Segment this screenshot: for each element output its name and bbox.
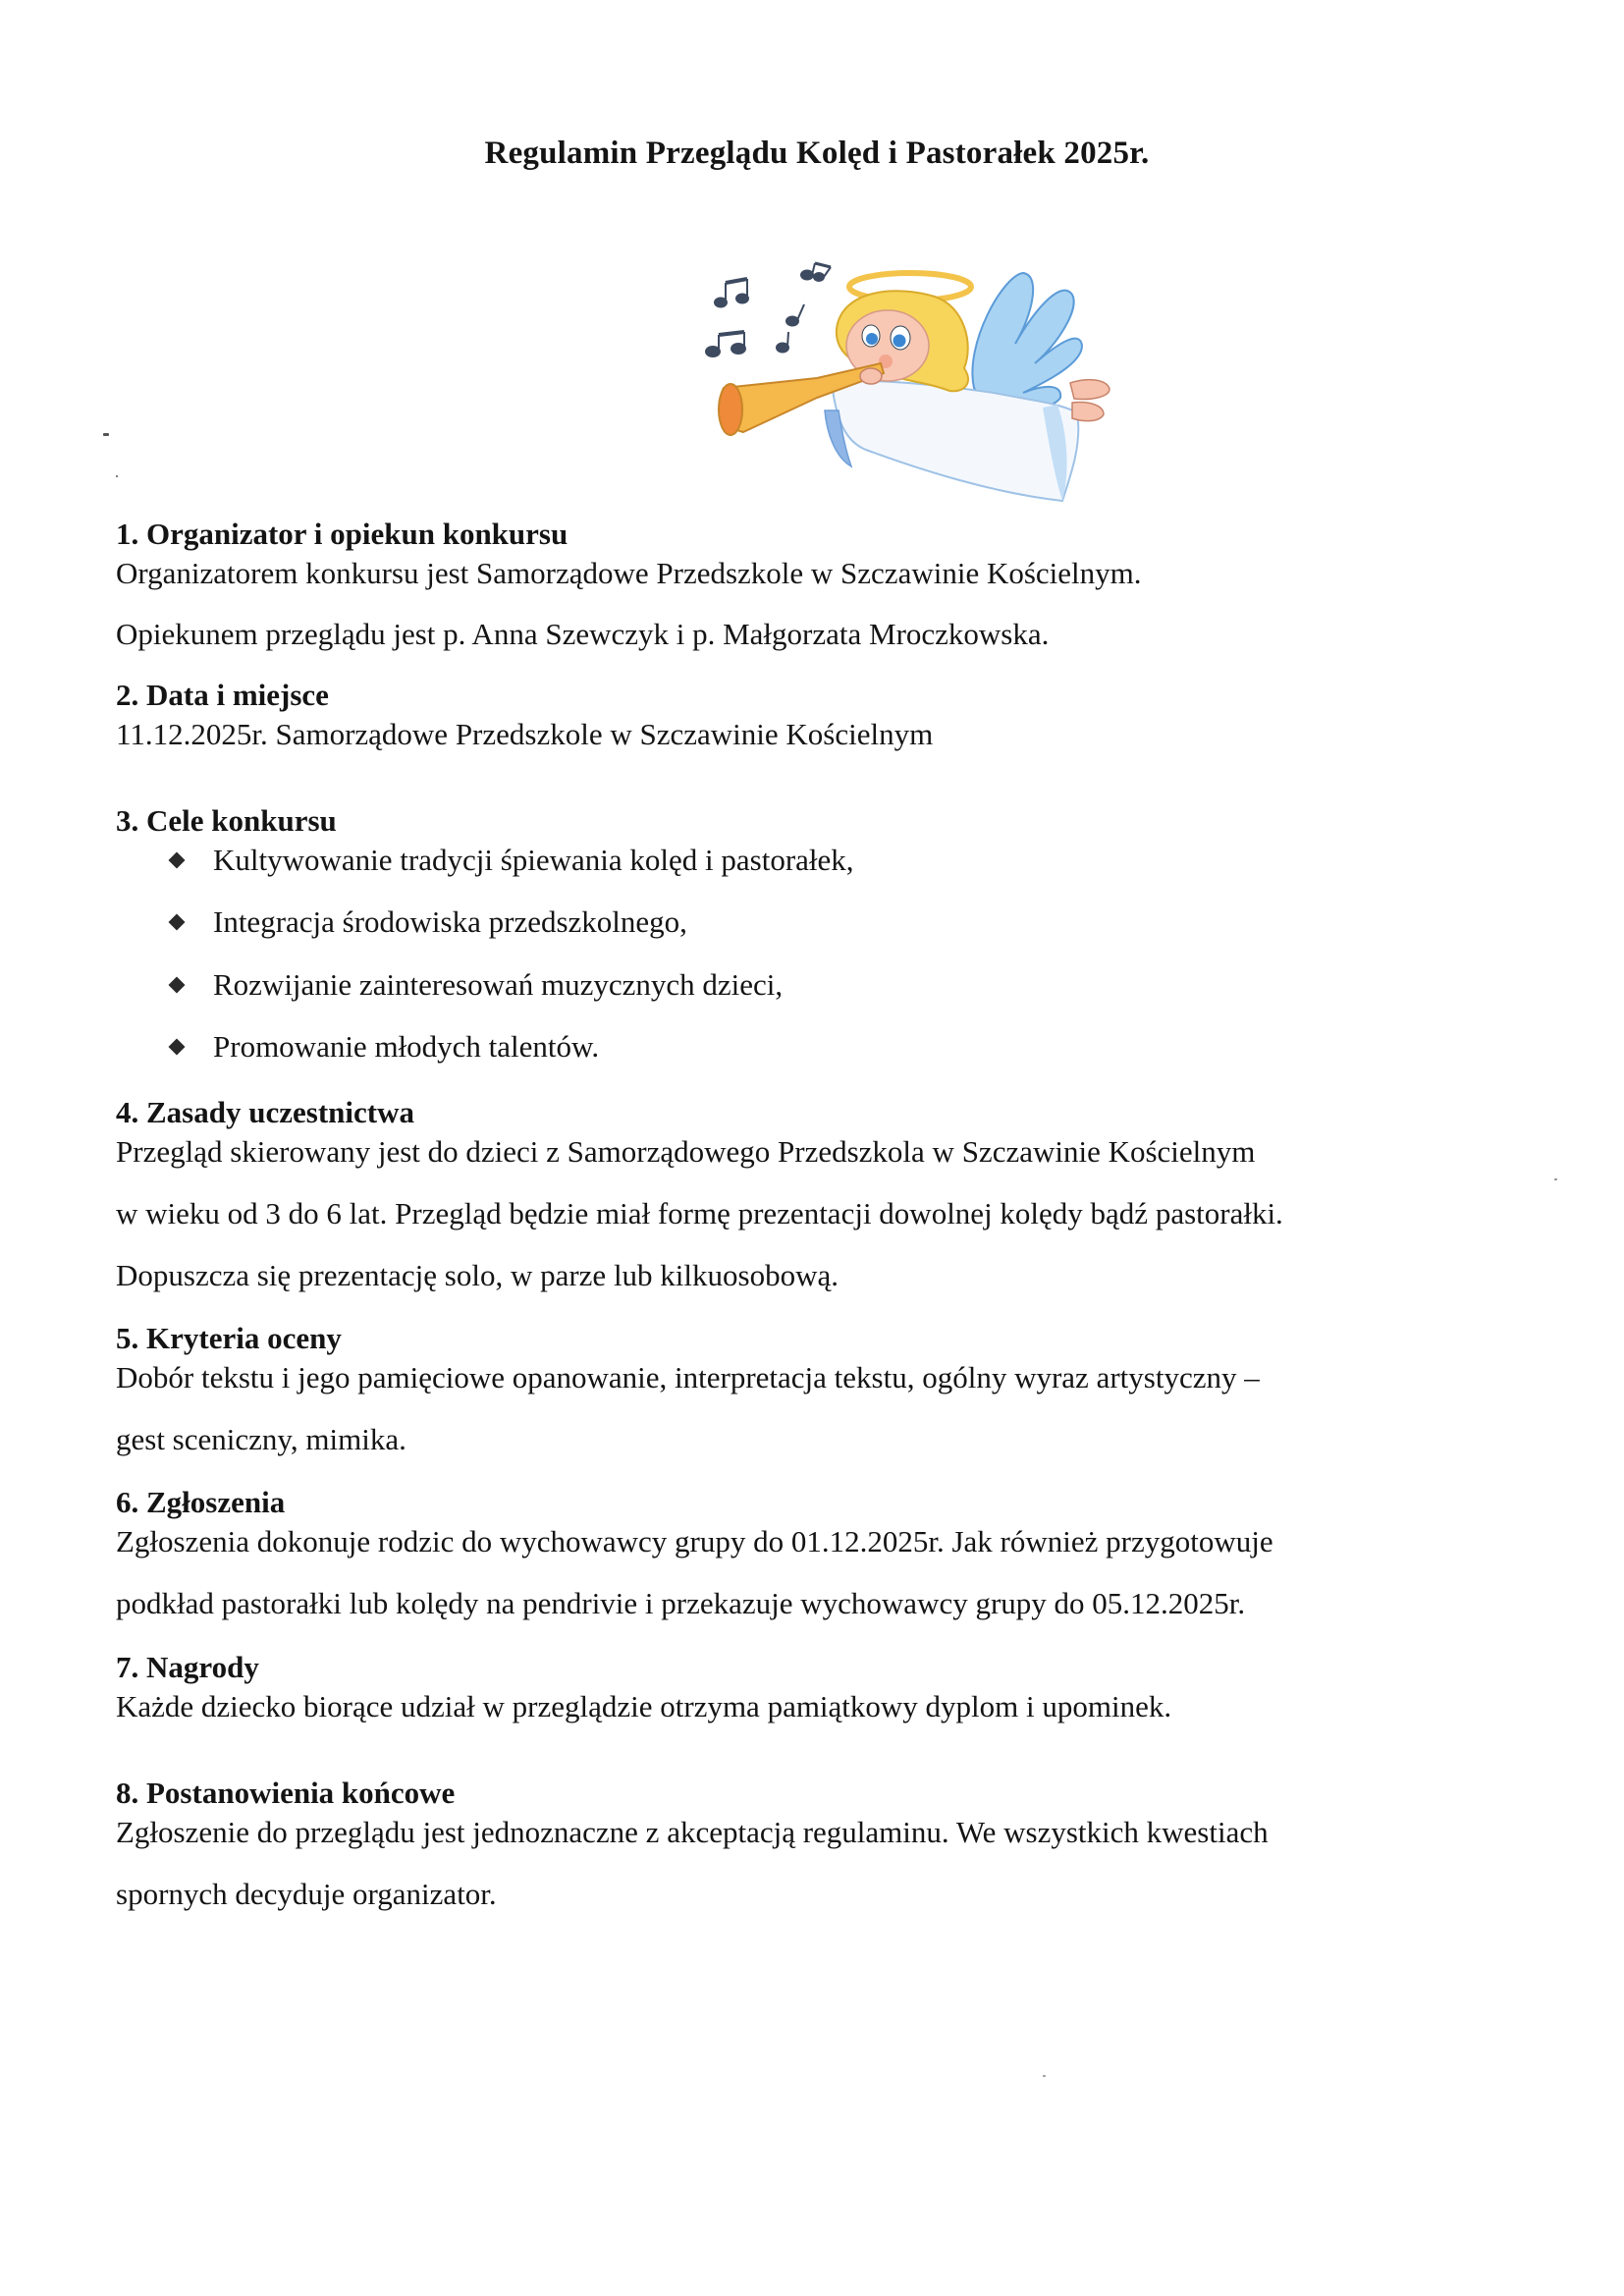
scan-speck <box>1043 2075 1046 2077</box>
diamond-bullet-icon <box>169 1039 186 1056</box>
scan-speck <box>116 475 118 477</box>
section-text: w wieku od 3 do 6 lat. Przegląd będzie miał formę prezentacji dowolnej kolędy bądź pastorałki. <box>116 1196 1283 1230</box>
section-text: spornych decyduje organizator. <box>116 1877 497 1911</box>
section-text: podkład pastorałki lub kolędy na pendrivie i przekazuje wychowawcy grupy do 05.12.2025r. <box>116 1586 1246 1620</box>
list-item <box>167 967 783 1003</box>
feet-icon <box>1070 380 1110 421</box>
list-item-text: Rozwijanie zainteresowań muzycznych dzieci, <box>213 967 784 1002</box>
list-item-text: Promowanie młodych talentów. <box>213 1029 600 1064</box>
list-item-text: Integracja środowiska przedszkolnego, <box>213 904 687 939</box>
section-heading-participation-rules: 4. Zasady uczestnictwa <box>116 1095 414 1129</box>
document-title: Regulamin Przeglądu Kolęd i Pastorałek 2025r. <box>484 136 1150 171</box>
section-text: Zgłoszenia dokonuje rodzic do wychowawcy grupy do 01.12.2025r. Jak również przygotowuje <box>116 1524 1273 1558</box>
list-item <box>167 1029 599 1065</box>
section-text: Każde dziecko biorące udział w przeglądzie otrzyma pamiątkowy dyplom i upominek. <box>116 1689 1172 1723</box>
section-text: Organizatorem konkursu jest Samorządowe Przedszkole w Szczawinie Kościelnym. <box>116 556 1142 590</box>
scan-speck <box>1554 1178 1557 1180</box>
list-item <box>167 843 854 878</box>
section-heading-goals: 3. Cele konkursu <box>116 803 337 838</box>
section-heading-applications: 6. Zgłoszenia <box>116 1485 286 1519</box>
section-heading-date-place: 2. Data i miejsce <box>116 678 329 712</box>
section-text: gest sceniczny, mimika. <box>116 1422 406 1456</box>
angel-with-trumpet-icon <box>670 236 1111 511</box>
section-text: Dobór tekstu i jego pamięciowe opanowanie, interpretacja tekstu, ogólny wyraz artystyczny – <box>116 1360 1260 1394</box>
section-heading-organizer: 1. Organizator i opiekun konkursu <box>116 517 568 551</box>
music-notes-icon <box>706 263 831 356</box>
section-text: Dopuszcza się prezentację solo, w parze lub kilkuosobową. <box>116 1258 839 1292</box>
section-text: 11.12.2025r. Samorządowe Przedszkole w Szczawinie Kościelnym <box>116 717 934 751</box>
section-text: Zgłoszenie do przeglądu jest jednoznaczne z akceptacją regulaminu. We wszystkich kwestiach <box>116 1815 1269 1849</box>
diamond-bullet-icon <box>169 977 186 994</box>
section-heading-final-provisions: 8. Postanowienia końcowe <box>116 1776 456 1810</box>
section-heading-criteria: 5. Kryteria oceny <box>116 1321 342 1355</box>
scan-speck <box>103 433 109 436</box>
diamond-bullet-icon <box>169 914 186 931</box>
diamond-bullet-icon <box>169 852 186 869</box>
wing-icon <box>972 273 1082 409</box>
section-text: Przegląd skierowany jest do dzieci z Samorządowego Przedszkola w Szczawinie Kościelnym <box>116 1134 1256 1169</box>
list-item <box>167 904 687 940</box>
section-text: Opiekunem przeglądu jest p. Anna Szewczyk i p. Małgorzata Mroczkowska. <box>116 617 1050 651</box>
list-item-text: Kultywowanie tradycji śpiewania kolęd i pastorałek, <box>213 843 854 877</box>
section-heading-prizes: 7. Nagrody <box>116 1650 259 1684</box>
